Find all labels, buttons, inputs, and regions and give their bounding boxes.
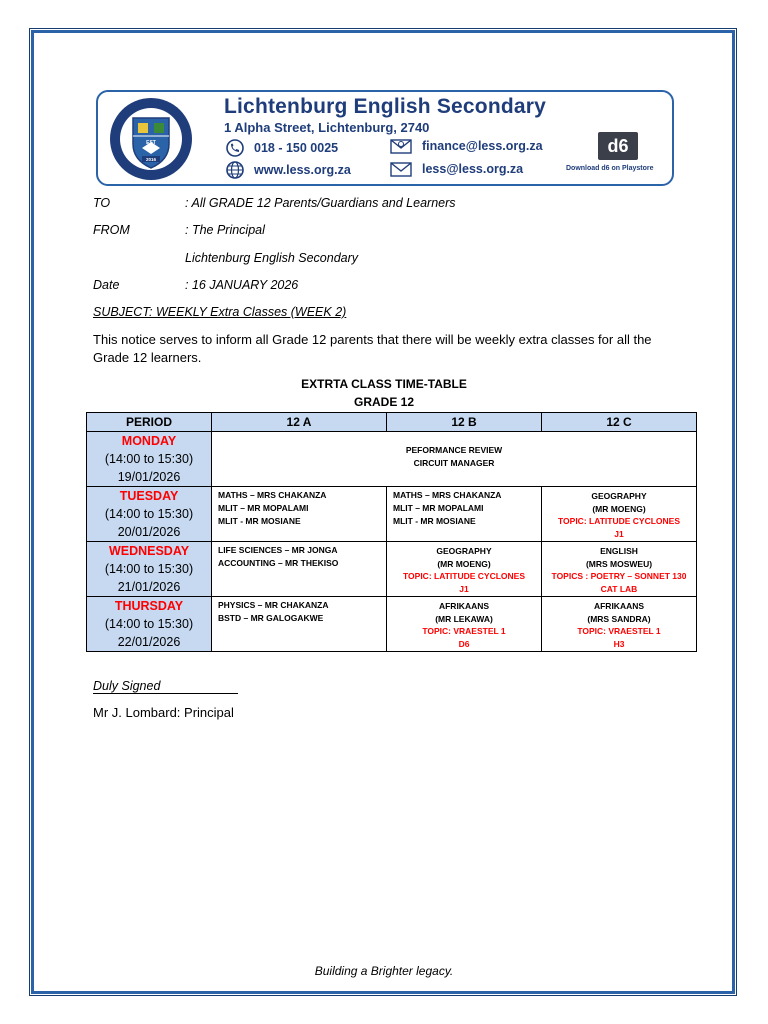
merged-line: PEFORMANCE REVIEW [405, 445, 503, 455]
period-cell [87, 432, 212, 487]
class-12c-cell [542, 487, 697, 542]
table-row [87, 487, 697, 542]
date-label: Date [93, 278, 120, 292]
class-12b-cell [387, 487, 542, 542]
finance-email[interactable]: finance@less.org.za [422, 139, 543, 153]
time-label: (14:00 to 15:30) [104, 507, 194, 521]
timetable-subtitle: GRADE 12 [353, 395, 415, 409]
school-email[interactable]: less@less.org.za [422, 162, 524, 176]
memo-subject: SUBJECT: WEEKLY Extra Classes (WEEK 2) [93, 305, 347, 319]
crest-est-label: EST [146, 140, 156, 146]
day-label: THURSDAY [114, 599, 184, 613]
globe-icon [224, 161, 246, 179]
footer-motto: Building a Brighter legacy. [314, 964, 454, 978]
letterhead [96, 90, 674, 186]
school-address: 1 Alpha Street, Lichtenburg, 2740 [224, 120, 430, 135]
phone-contact [224, 139, 338, 157]
principal-signature: Mr J. Lombard: Principal [93, 705, 234, 720]
teacher-line: (MR MOENG) [437, 558, 491, 569]
class-line: MATHS – MRS CHAKANZA [218, 490, 327, 500]
class-12a-cell [212, 542, 387, 597]
merged-line: CIRCUIT MANAGER [413, 457, 495, 468]
crest-year-label: 2016 [145, 157, 157, 162]
topic-line: TOPIC: VRAESTEL 1 [577, 626, 661, 636]
website-contact [224, 161, 351, 179]
class-line: BSTD – MR GALOGAKWE [218, 613, 324, 623]
class-12c-cell [542, 542, 697, 597]
time-label: (14:00 to 15:30) [104, 617, 194, 631]
date-label: 20/01/2026 [117, 525, 181, 539]
subject-line: AFRIKAANS [593, 601, 645, 611]
teacher-line: (MR LEKAWA) [435, 613, 493, 624]
class-12b-cell [387, 542, 542, 597]
subject-line: GEOGRAPHY [436, 546, 492, 556]
venue-line: J1 [459, 583, 469, 594]
teacher-line: (MRS MOSWEU) [585, 558, 653, 569]
table-row [87, 432, 697, 487]
header-period: PERIOD [87, 413, 212, 432]
to-value: : All GRADE 12 Parents/Guardians and Learners [185, 196, 456, 210]
topic-line: TOPIC: VRAESTEL 1 [422, 626, 506, 636]
venue-line: J1 [614, 528, 624, 539]
envelope-at-icon [390, 137, 414, 155]
period-cell [87, 487, 212, 542]
timetable-header-row [87, 413, 697, 432]
timetable [86, 412, 697, 652]
memo-body [93, 331, 683, 367]
memo-body-line-2: Grade 12 learners. [93, 350, 202, 365]
d6-caption: Download d6 on Playstore [566, 165, 654, 172]
class-line: MLIT – MR MOPALAMI [393, 503, 484, 513]
date-value: : 16 JANUARY 2026 [185, 278, 299, 292]
header-12c: 12 C [542, 413, 697, 432]
table-row [87, 597, 697, 652]
class-12c-cell [542, 597, 697, 652]
class-line: ACCOUNTING – MR THEKISO [218, 558, 339, 568]
day-label: WEDNESDAY [108, 544, 190, 558]
timetable-title: EXTRTA CLASS TIME-TABLE [301, 377, 467, 391]
date-label: 19/01/2026 [117, 470, 181, 484]
class-line: MLIT - MR MOSIANE [393, 516, 476, 526]
memo-body-line-1: This notice serves to inform all Grade 12 parents that there will be weekly extra classes for all the [93, 332, 652, 347]
class-line: PHYSICS – MR CHAKANZA [218, 600, 329, 610]
from-value-2: Lichtenburg English Secondary [185, 251, 359, 265]
day-label: TUESDAY [119, 489, 179, 503]
time-label: (14:00 to 15:30) [104, 562, 194, 576]
finance-email-contact [390, 137, 543, 155]
school-crest-logo [108, 96, 194, 182]
class-line: MLIT – MR MOPALAMI [218, 503, 309, 513]
subject-line: ENGLISH [600, 546, 638, 556]
venue-line: D6 [458, 638, 470, 649]
subject-line: GEOGRAPHY [591, 491, 647, 501]
school-name: Lichtenburg English Secondary [224, 95, 547, 118]
teacher-line: (MRS SANDRA) [587, 613, 651, 624]
website-link[interactable]: www.less.org.za [254, 163, 351, 177]
subject-line: AFRIKAANS [438, 601, 490, 611]
class-line: MATHS – MRS CHAKANZA [393, 490, 502, 500]
merged-cell [212, 432, 697, 487]
phone-number: 018 - 150 0025 [254, 141, 339, 155]
class-line: MLIT - MR MOSIANE [218, 516, 301, 526]
class-12a-cell [212, 597, 387, 652]
venue-line: H3 [613, 638, 625, 649]
class-12b-cell [387, 597, 542, 652]
period-cell [87, 597, 212, 652]
from-value: : The Principal [185, 223, 265, 237]
phone-icon [224, 139, 246, 157]
topic-line: TOPICS : POETRY – SONNET 130 [551, 571, 687, 581]
date-label: 21/01/2026 [117, 580, 181, 594]
to-label: TO [93, 196, 111, 210]
header-12b: 12 B [387, 413, 542, 432]
email-contact [390, 160, 523, 178]
class-12a-cell [212, 487, 387, 542]
envelope-icon [390, 160, 414, 178]
date-label: 22/01/2026 [117, 635, 181, 649]
period-cell [87, 542, 212, 597]
topic-line: TOPIC: LATITUDE CYCLONES [403, 571, 525, 581]
table-row [87, 542, 697, 597]
day-label: MONDAY [121, 434, 177, 448]
class-line: LIFE SCIENCES – MR JONGA [218, 545, 338, 555]
d6-logo[interactable]: d6 [598, 132, 638, 160]
header-12a: 12 A [212, 413, 387, 432]
duly-signed: Duly Signed [93, 679, 238, 694]
teacher-line: (MR MOENG) [592, 503, 646, 514]
topic-line: TOPIC: LATITUDE CYCLONES [558, 516, 680, 526]
time-label: (14:00 to 15:30) [104, 452, 194, 466]
venue-line: CAT LAB [600, 583, 638, 594]
from-label: FROM [93, 223, 130, 237]
